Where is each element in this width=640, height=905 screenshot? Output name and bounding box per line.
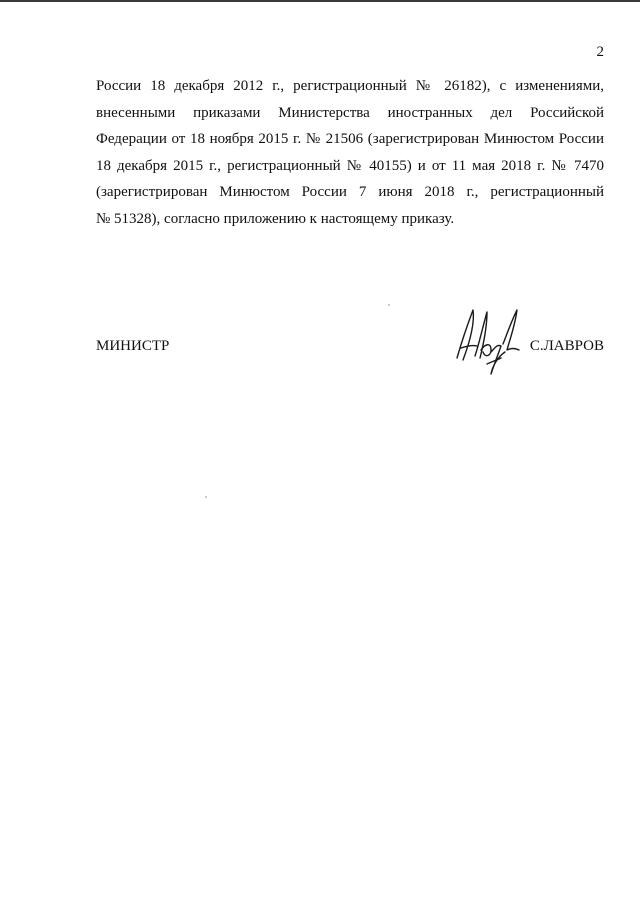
body-line: России 18 декабря 2012 г., регистрационный № 26182), с изменениями, [96,78,604,94]
body-line: № 51328), согласно приложению к настоящему приказу. [96,210,455,227]
signer-title: МИНИСТР [96,338,170,354]
body-line: Федерации от 18 ноября 2015 г. № 21506 (зарегистрирован Минюстом России [96,131,604,148]
page-number: 2 [596,44,604,60]
signer-name: С.ЛАВРОВ [529,338,604,354]
body-line: внесенными приказами Министерства иностранных дел Российской [96,104,604,121]
handwritten-signature [447,300,527,380]
body-line: (зарегистрирован Минюстом России 7 июня 2018 г., регистрационный [96,184,604,201]
top-border-line [0,0,640,2]
scan-speck [388,304,390,306]
scan-speck [205,496,207,498]
body-line: 18 декабря 2015 г., регистрационный № 40155) и от 11 мая 2018 г. № 7470 [96,157,604,174]
body-paragraph [96,73,604,233]
